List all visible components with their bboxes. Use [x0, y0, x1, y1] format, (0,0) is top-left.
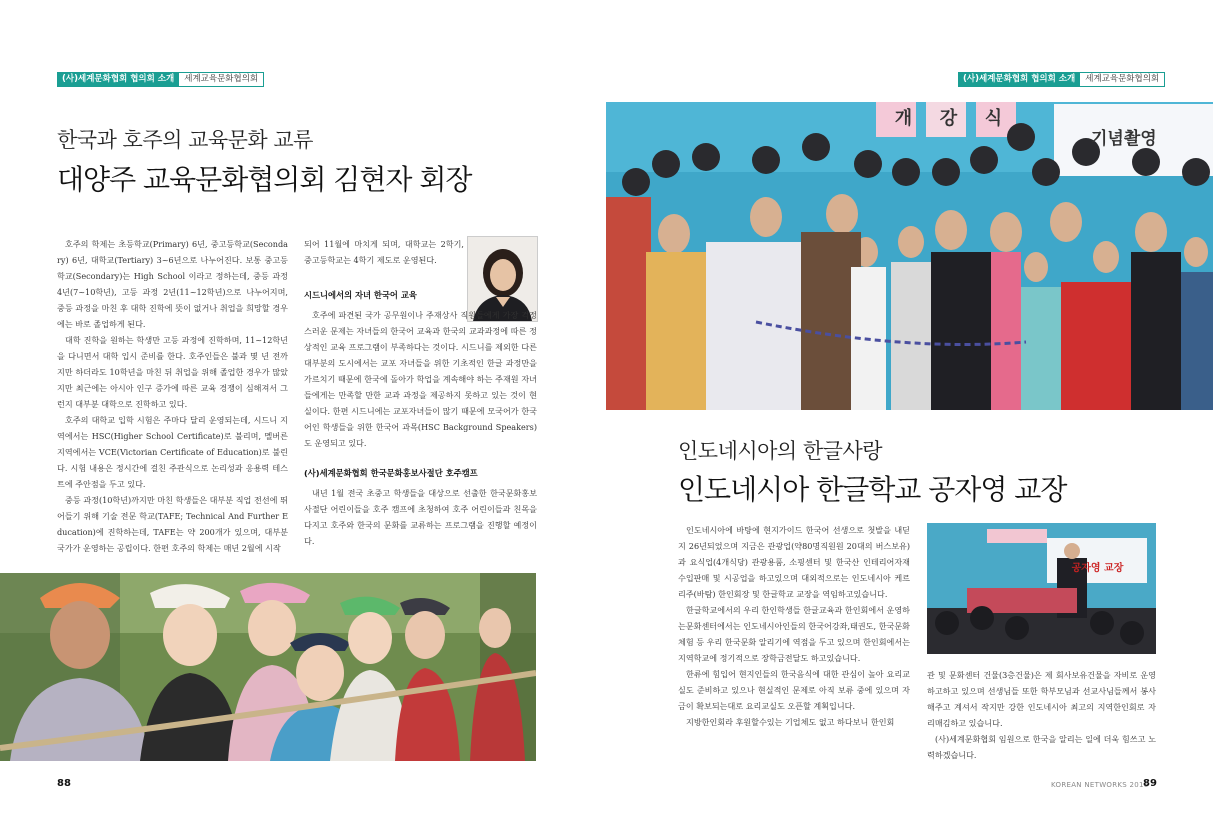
right-article-column-1 [678, 522, 910, 730]
paragraph: 인도네시아에 바탕에 현지가이드 한국어 선생으로 첫발을 내딛지 26년되었으며 지금은 관광업(약80명직원원 20대의 버스보유) 과 요식업(4개식당) 관광용품, 소핑센터 및 한국산 인테리어자재 수입판매 및 시공업을 하고있으며 대외적으로는 인도네시아 케르리주(바탐) 한인회장 및 한글학교 교장을 역임하고있습니다. [678, 525, 910, 599]
right-page-number: 89 [1143, 778, 1157, 789]
paragraph: 한글학교에서의 우리 한인학생들 한글교육과 한인회에서 운영하는문화센터에서는 인도네시아인들의 한국어강좌,태권도, 한국문화체험 등 우리 한국문화 알리기에 역점을 두고 있으며 한인회에서는 지역학교에 정기적으로 장학금전달도 하고있습니다. [678, 605, 910, 663]
korean-school-group-photo [606, 102, 1213, 410]
photo-banner-chars [881, 104, 1016, 130]
paragraph: 호주의 학제는 초등학교(Primary) 6년, 중고등학교(Secondary) 6년, 대학교(Tertiary) 3~6년으로 나누어진다. 보통 중고등학교(Secondary)는 High School 이라고 정하는데, 중등 과정 4년(7~10학년), 고등 과정 2년(11~12학년)으로 나누어지며, 중등 과정을 마친 후 대학 진학에 뜻이 없거나 취업을 희망할 경우에는 바로 졸업하게 된다. [57, 239, 288, 329]
classroom-sign-text: 공자영 교장 [1071, 563, 1124, 574]
right-article-subtitle: 인도네시아의 한글사랑 [678, 439, 883, 463]
right-article-title: 인도네시아 한글학교 공자영 교장 [678, 473, 1067, 506]
banner-char: 개 [894, 108, 913, 129]
footer-brand: KOREAN NETWORKS 2016 [1051, 781, 1149, 789]
paragraph: 관 및 문화센터 건물(3층건물)은 제 회사보유건물을 자비로 운영하고하고 있으며 선생님들 또한 학부모님과 선교사님들께서 봉사해주고 계셔서 작지만 강한 인도네시아 최고의 지역한인회로 자리매김하고 있습니다. [927, 670, 1156, 728]
paragraph: 내년 1월 전국 초중고 학생들을 대상으로 선출한 한국문화홍보사절단 어린이들을 호주 캠프에 초청하여 호주 어린이들과 친목을 다지고 호주와 한국의 문화를 교류하는 프로그램을 진행할 예정이다. [304, 488, 537, 546]
left-tag-primary: (사)세계문화협회 협의회 소개 [57, 72, 179, 87]
left-column-2-intro [304, 236, 464, 268]
paragraph: 지방한인회라 후원할수있는 기업체도 없고 하다보니 한인회 [686, 717, 895, 727]
paragraph: 중등 과정(10학년)까지만 마친 학생들은 대부분 직업 전선에 뛰어들기 위해 기술 전문 학교(TAFE; Technical And Further Education)에 진학하는데, TAFE는 약 200개가 있으며, 대부분 국가가 운영하는 공립이다. 한편 호주의 학제는 매년 2월에 시작 [57, 495, 288, 553]
paragraph: 되어 11월에 마치게 되며, 대학교는 2학기, 중고등학교는 4학기 제도로 운영된다. [304, 239, 464, 265]
banner-char: 식 [984, 108, 1003, 129]
classroom-photo [927, 523, 1156, 654]
paragraph: 호주의 대학교 입학 시험은 주마다 달리 운영되는데, 시드니 지역에서는 HSC(Higher School Certificate)로 불리며, 멜버른 지역에서는 VCE(Victorian Certificate of Education)로 불린다. 시험 내용은 정시간에 걸친 주관식으로 논리성과 응용력 테스트에 주안점을 두고 있다. [57, 415, 288, 489]
left-article-column-2 [304, 281, 537, 549]
paragraph: 한류에 힘입어 현지인들의 한국음식에 대한 관심이 높아 요리교실도 준비하고 있으나 현실적인 문제로 아직 보류 중에 있으며 자금이 확보되는대로 요리교실도 오픈할 계획입니다. [678, 669, 910, 711]
left-page-number: 88 [57, 778, 71, 789]
left-section-tag [57, 72, 264, 87]
paragraph: 호주에 파견된 국가 공무원이나 주재상사 직원들에게 가장 걱정스러운 문제는 자녀들의 한국어 교육과 한국의 교과과정에 따른 정상적인 교육 프로그램이 부족하다는 것이다. 시드니를 제외한 다른 대부분의 도시에서는 교포 자녀들을 위한 기초적인 한글 과정만을 가르치기 때문에 한국에 돌아가 학업을 계속해야 하는 주재원 자녀들에게는 만족할 만한 교과 과정을 제공하지 못하고 있는 것이 현실이다. 한편 시드니에는 교포자녀들이 많기 때문에 모국어가 한국어인 학생들을 위한 한국어 과목(HSC Background Speakers)도 운영되고 있다. [304, 310, 537, 448]
left-article-subtitle: 한국과 호주의 교육문화 교류 [57, 128, 313, 152]
photo-sign-text: 기념촬영 [1091, 129, 1157, 149]
right-tag-secondary: 세계교육문화협의회 [1080, 72, 1165, 87]
section-heading-sydney: 시드니에서의 자녀 한국어 교육 [304, 290, 417, 300]
right-tag-primary: (사)세계문화협회 협의회 소개 [958, 72, 1080, 87]
right-section-tag [958, 72, 1165, 87]
paragraph: (사)세계문화협회 임원으로 한국을 알리는 일에 더욱 힘쓰고 노력하겠습니다. [927, 734, 1156, 760]
children-group-photo [0, 573, 536, 761]
right-article-column-2 [927, 667, 1156, 763]
section-heading-camp: (사)세계문화협회 한국문화홍보사절단 호주캠프 [304, 468, 478, 478]
left-article-column-1 [57, 236, 288, 556]
paragraph: 대학 진학을 원하는 학생만 고등 과정에 진학하며, 11~12학년을 다니면서 대학 입시 준비를 한다. 호주인들은 불과 몇 년 전까지만 하더라도 10학년을 마친 뒤 취업을 위해 졸업한 경우가 많았지만 최근에는 아시아 인구 증가에 따른 교육 경쟁이 심해져서 그런지 대부분 대학으로 진학하고 있다. [57, 335, 288, 409]
left-tag-secondary: 세계교육문화협의회 [179, 72, 264, 87]
left-article-title: 대양주 교육문화협의회 김현자 회장 [57, 163, 472, 196]
banner-char: 강 [939, 108, 958, 129]
